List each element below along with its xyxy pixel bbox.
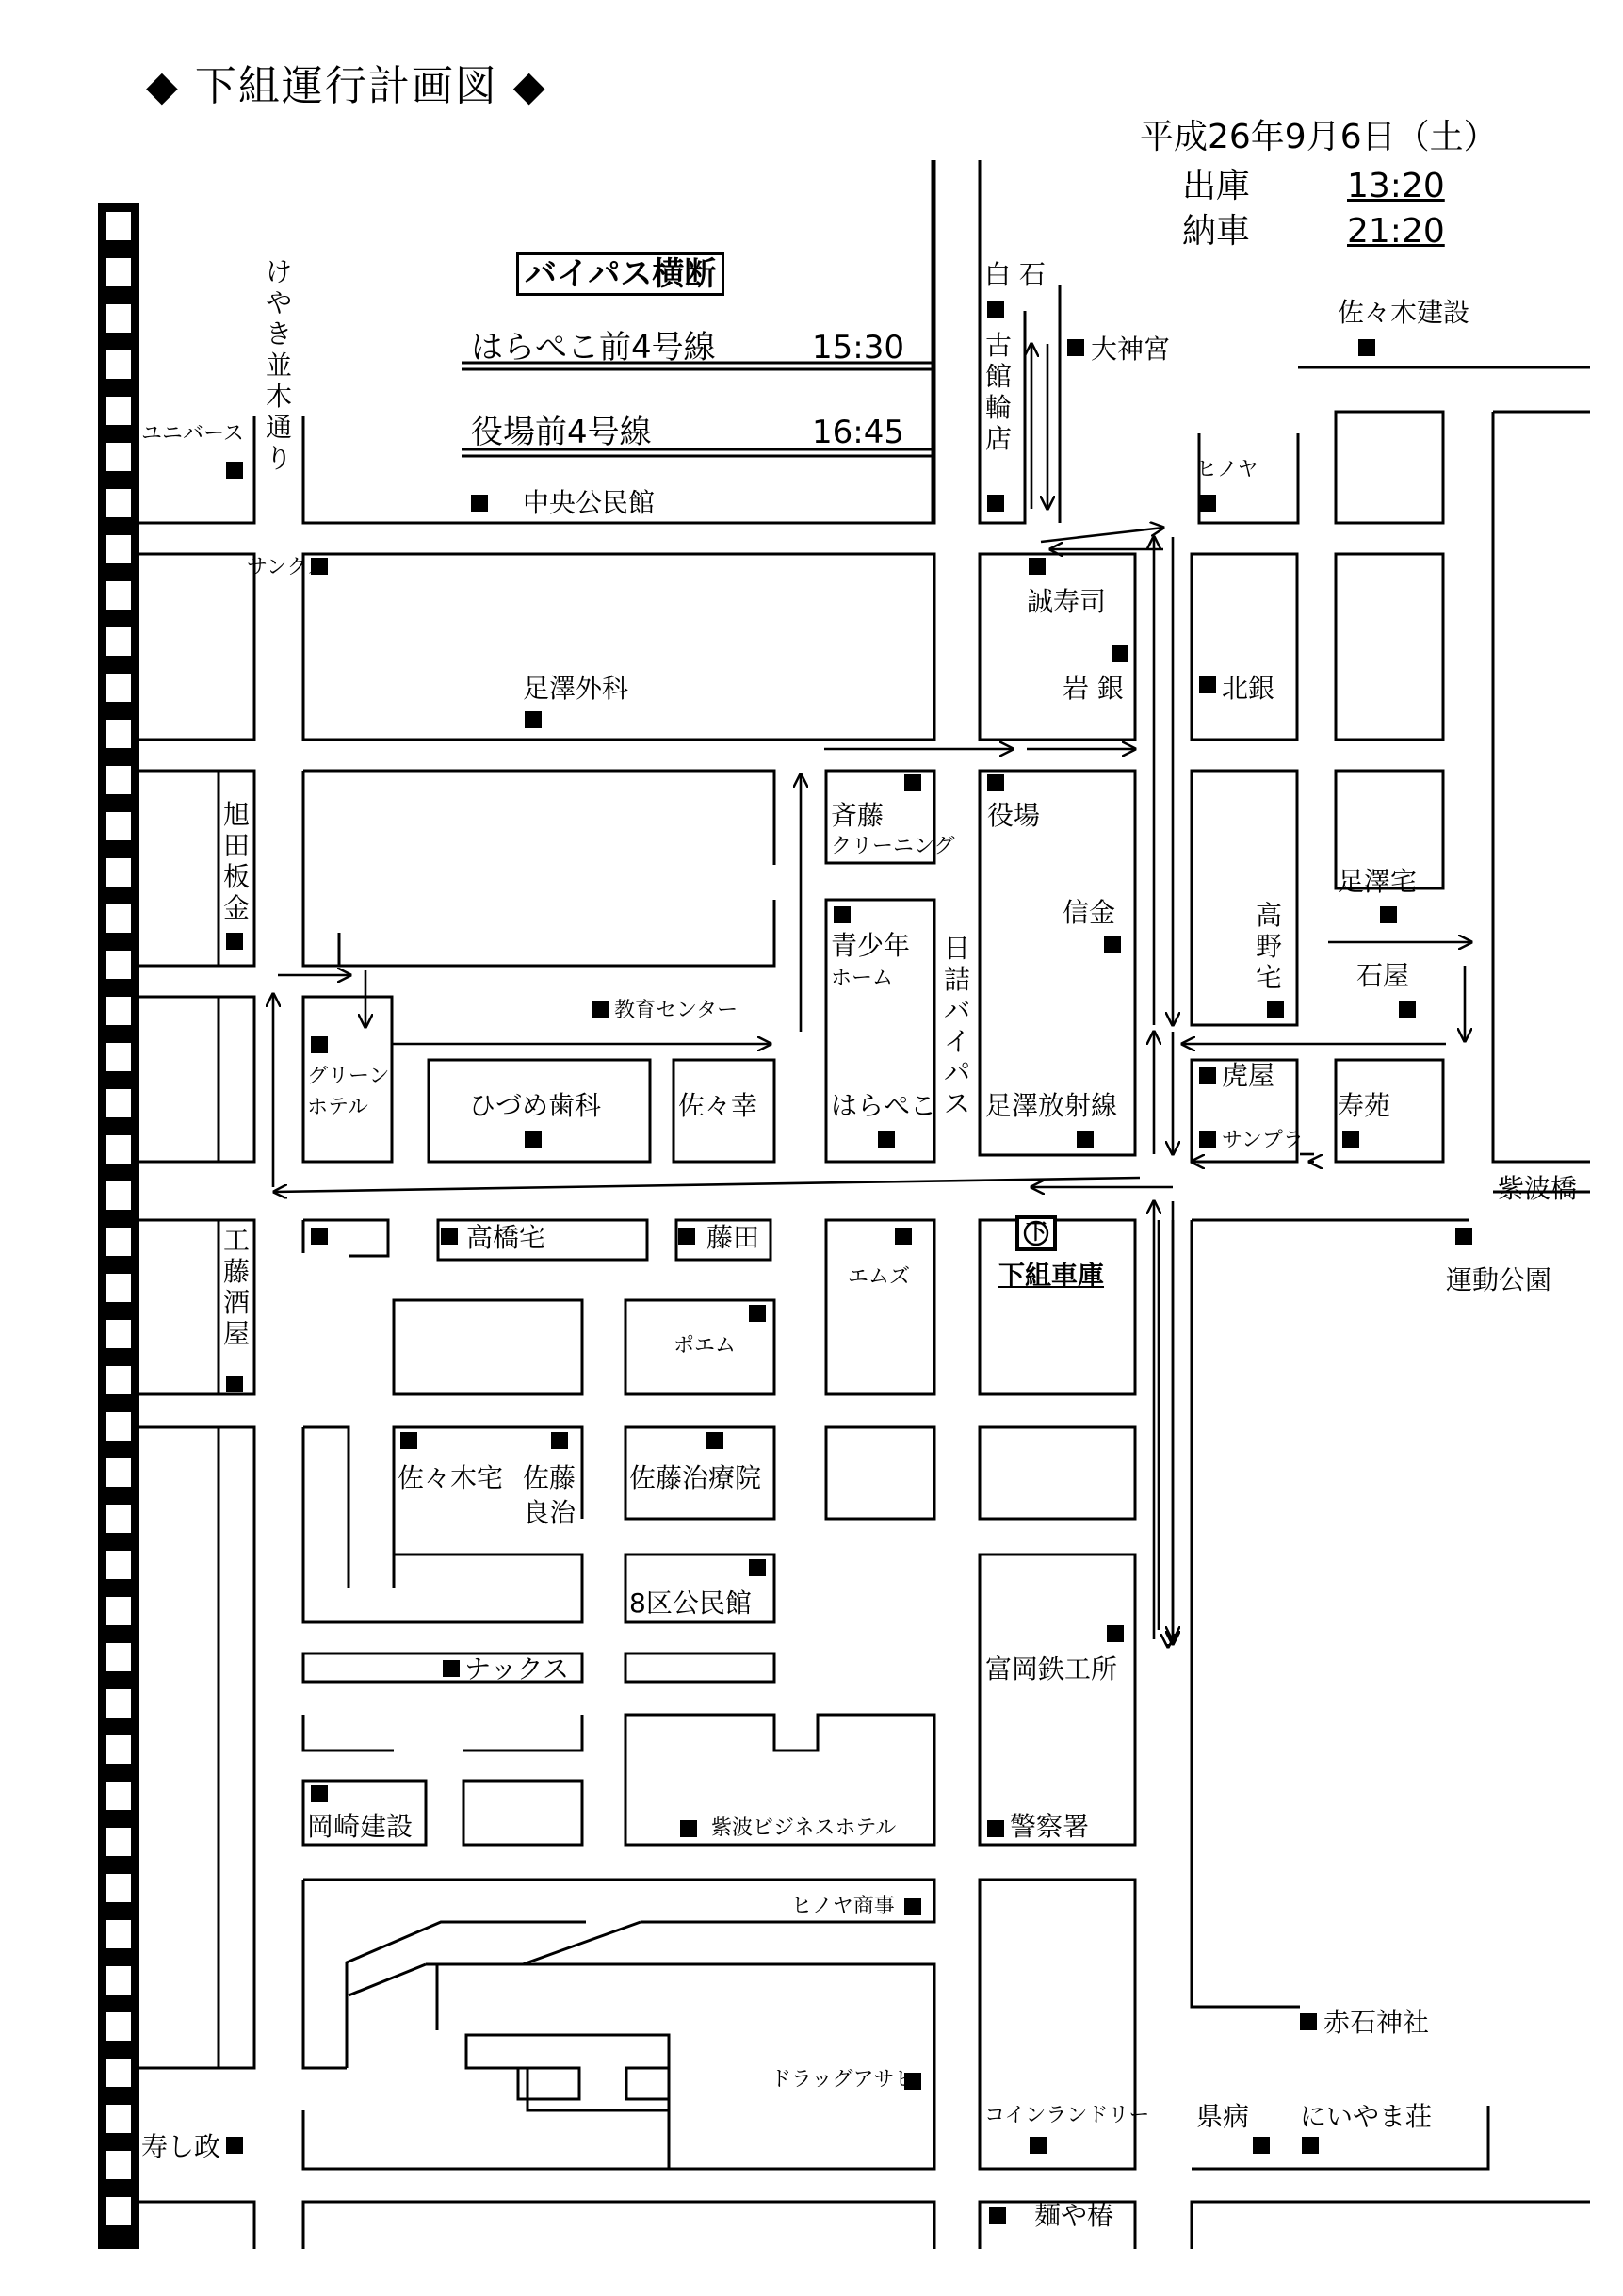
- depart-time: 13:20: [1347, 167, 1445, 205]
- landmark-green-hotel-sub: ホテル: [307, 1096, 368, 1119]
- landmark-sato-ryoji-2: 良治: [523, 1497, 576, 1528]
- landmark-saito: 斉藤: [831, 800, 885, 831]
- landmark-chuo-kominkan: 中央公民館: [523, 487, 656, 518]
- landmark-sanpura: サンプラ: [1222, 1129, 1304, 1152]
- depart-label: 出庫: [1182, 167, 1251, 205]
- landmark-ashizawa-geka: 足澤外科: [523, 673, 629, 704]
- landmark-hinoya-shoji: ヒノヤ商事: [791, 1895, 895, 1918]
- landmark-nakkusu: ナックス: [464, 1653, 570, 1685]
- landmark-yunibasu: ユニバース: [141, 422, 244, 446]
- landmark-okazaki: 岡崎建設: [307, 1811, 414, 1842]
- landmark-toraya: 虎屋: [1222, 1060, 1275, 1091]
- landmark-ishiya: 石屋: [1356, 960, 1410, 991]
- bypass-crossing-heading: バイパス横断: [516, 252, 724, 296]
- landmark-tomioka: 富岡鉄工所: [985, 1653, 1118, 1685]
- landmark-ashizawa-hoshasen: 足澤放射線: [985, 1090, 1118, 1121]
- label-shiwabashi: 紫波橋: [1498, 1173, 1578, 1204]
- landmark-fujita: 藤田: [706, 1222, 760, 1253]
- landmark-hizume-dental: ひづめ歯科: [469, 1090, 602, 1121]
- bypass-line-1-time: 15:30: [812, 329, 904, 366]
- landmark-niiyama: にいやま荘: [1300, 2101, 1433, 2132]
- landmark-coin-laundry: コインランドリー: [984, 2104, 1150, 2127]
- landmark-daijingu: 大神宮: [1091, 334, 1171, 365]
- landmark-hokugin: 北銀: [1222, 673, 1275, 704]
- landmark-takahashi-taku: 高橋宅: [466, 1222, 546, 1253]
- landmark-green-hotel: グリーン: [307, 1065, 390, 1088]
- landmark-drug-asahi: ドラッグアサヒ: [771, 2068, 916, 2092]
- landmark-iwagin: 岩 銀: [1063, 673, 1124, 704]
- landmark-ashizawa-taku: 足澤宅: [1338, 866, 1418, 897]
- landmark-harapeko: はらぺこ: [831, 1090, 937, 1121]
- landmark-keisatsu: 警察署: [1010, 1811, 1090, 1842]
- street-keyaki: けやき並木通り: [265, 256, 292, 475]
- landmark-asahi-bankin: 旭田板金: [222, 799, 250, 924]
- page-title: ◆ 下組運行計画図 ◆: [146, 62, 547, 110]
- bypass-line-1-name: はらぺこ前4号線: [471, 329, 716, 366]
- landmark-seishonen: 青少年: [831, 930, 911, 961]
- landmark-sushimasa: 寿し政: [141, 2131, 221, 2162]
- landmark-shiwa-hotel: 紫波ビジネスホテル: [711, 1816, 897, 1840]
- landmark-emuzu: エムズ: [848, 1265, 911, 1289]
- landmark-sankusu: サンクス: [247, 556, 329, 579]
- landmark-hinoya: ヒノヤ: [1196, 458, 1258, 481]
- landmark-sato-ryoji-1: 佐藤: [523, 1462, 576, 1493]
- garage-symbol: 下: [1026, 1221, 1047, 1245]
- landmark-yakuba: 役場: [987, 800, 1041, 831]
- schedule-date: 平成26年9月6日（土）: [1140, 118, 1498, 156]
- landmark-saito-cleaning: クリーニング: [831, 835, 955, 858]
- landmark-jueen: 寿苑: [1338, 1090, 1391, 1121]
- landmark-kudo-sakaya: 工藤酒屋: [222, 1225, 250, 1350]
- landmark-furudate: 古館輪店: [984, 330, 1012, 455]
- landmark-sasaki-kensetsu: 佐々木建設: [1338, 297, 1470, 328]
- landmark-akaishi: 赤石神社: [1323, 2007, 1430, 2038]
- landmark-hachiku-kominkan: 8区公民館: [629, 1588, 752, 1619]
- landmark-kenbyo: 県病: [1196, 2101, 1250, 2132]
- street-hizume-bypass: 日詰バイパス: [943, 933, 970, 1120]
- label-shiraishi: 白 石: [984, 259, 1046, 290]
- landmark-shinkin: 信金: [1063, 897, 1116, 928]
- landmark-seishonen-home: ホーム: [831, 967, 894, 990]
- bypass-line-2-time: 16:45: [812, 414, 904, 451]
- landmark-kyoiku-center: 教育センター: [614, 999, 738, 1022]
- landmark-sato-chiryoin: 佐藤治療院: [629, 1462, 762, 1493]
- shimogumi-garage: 下組車庫: [998, 1260, 1105, 1291]
- return-time: 21:20: [1347, 212, 1445, 251]
- landmark-takano-taku: 高野宅: [1255, 900, 1282, 994]
- landmark-sasaki-taku: 佐々木宅: [398, 1462, 504, 1493]
- bypass-line-2-name: 役場前4号線: [471, 414, 652, 451]
- landmark-undo-koen: 運動公園: [1446, 1264, 1552, 1295]
- landmark-seijushi: 誠寿司: [1027, 586, 1107, 617]
- landmark-menya: 麺や椿: [1034, 2200, 1114, 2231]
- landmark-poemu: ポエム: [674, 1334, 737, 1358]
- return-label: 納車: [1182, 212, 1251, 251]
- landmark-sasako: 佐々幸: [678, 1090, 758, 1121]
